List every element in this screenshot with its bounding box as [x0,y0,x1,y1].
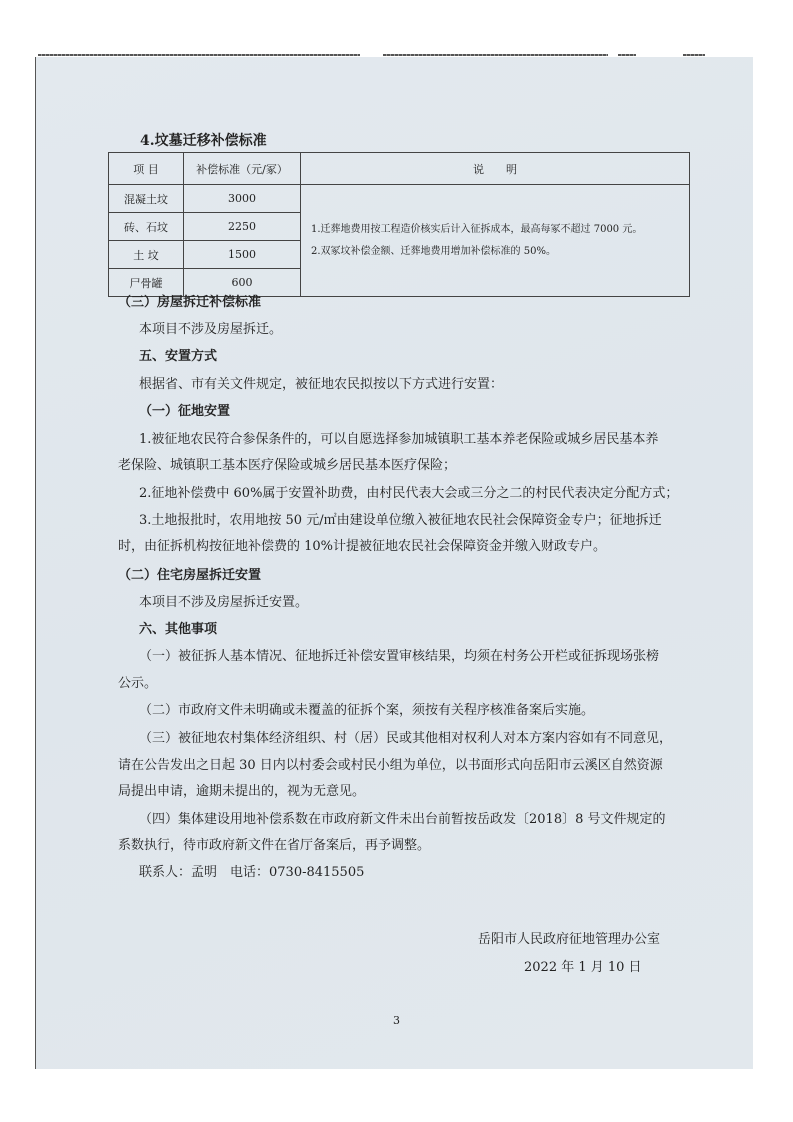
header-notes: 说 明 [301,153,690,185]
grave-compensation-table [108,152,690,297]
body-text-line: 本项目不涉及房屋拆迁安置。 [139,595,309,610]
body-text-line: 2.征地补偿费中 60%属于安置补助费，由村民代表大会或三分之二的村民代表决定分配方式； [139,486,679,501]
section-heading: 六、其他事项 [139,622,218,637]
body-text-line: （一）被征拆人基本情况、征地拆迁补偿安置审核结果，均须在村务公开栏或征拆现场张榜 [139,649,660,664]
scan-artifact [618,54,636,56]
header-item: 项 目 [109,153,184,185]
table-header-row [109,153,690,185]
row-value: 2250 [184,213,301,241]
header-standard: 补偿标准（元/冢） [184,153,301,185]
body-text-line: 公示。 [118,676,158,691]
body-text-line: 请在公告发出之日起 30 日内以村委会或村民小组为单位，以书面形式向岳阳市云溪区自然资源 [118,758,663,773]
row-value: 1500 [184,241,301,269]
body-text-line: 1.被征地农民符合参保条件的，可以自愿选择参加城镇职工基本养老保险或城乡居民基本养 [139,432,659,447]
body-text-line: 根据省、市有关文件规定，被征地农民拟按以下方式进行安置： [139,377,504,392]
section-heading: （一）征地安置 [139,404,231,419]
body-text-line: （四）集体建设用地补偿系数在市政府新文件未出台前暂按岳政发〔2018〕8 号文件规定的 [139,812,666,827]
page-number: 3 [393,1014,400,1027]
body-text-line: （三）被征地农村集体经济组织、村（居）民或其他相对权利人对本方案内容如有不同意见， [139,731,673,746]
notes-cell [301,185,690,297]
body-text-line: 局提出申请，逾期未提出的，视为无意见。 [118,784,366,799]
body-text-line: 时，由征拆机构按征地补偿费的 10%计提被征地农民社会保障资金并缴入财政专户。 [118,539,607,554]
section-heading: 4.坟墓迁移补偿标准 [140,133,267,149]
table-row [109,185,690,213]
row-value: 3000 [184,185,301,213]
document-date: 2022 年 1 月 10 日 [524,960,642,975]
body-text-line: 老保险、城镇职工基本医疗保险或城乡居民基本医疗保险； [118,458,457,473]
section-heading: 五、安置方式 [139,349,218,364]
scan-artifact [683,54,705,56]
signature-office: 岳阳市人民政府征地管理办公室 [478,932,661,947]
note-1: 1.迁葬地费用按工程造价核实后计入征拆成本，最高每冢不超过 7000 元。 [311,223,643,235]
body-text-line: 联系人：孟明 电话：0730-8415505 [139,865,365,880]
note-2: 2.双冢坟补偿金额、迁葬地费用增加补偿标准的 50%。 [311,245,556,257]
row-item: 砖、石坟 [109,213,184,241]
row-item: 土 坟 [109,241,184,269]
row-item: 混凝土坟 [109,185,184,213]
scan-artifact [38,54,360,56]
body-text-line: 3.土地报批时，农用地按 50 元/㎡由建设单位缴入被征地农民社会保障资金专户；征地拆迁 [139,513,662,528]
section-heading: （三）房屋拆迁补偿标准 [118,295,262,310]
body-text-line: 系数执行，待市政府新文件在省厅备案后，再予调整。 [118,838,431,853]
row-item: 尸骨罐 [109,269,184,297]
row-value: 600 [184,269,301,297]
section-heading: （二）住宅房屋拆迁安置 [118,568,262,583]
body-text-line: （二）市政府文件未明确或未覆盖的征拆个案，须按有关程序核准备案后实施。 [139,703,595,718]
body-text-line: 本项目不涉及房屋拆迁。 [139,322,283,337]
scan-artifact [383,54,608,56]
